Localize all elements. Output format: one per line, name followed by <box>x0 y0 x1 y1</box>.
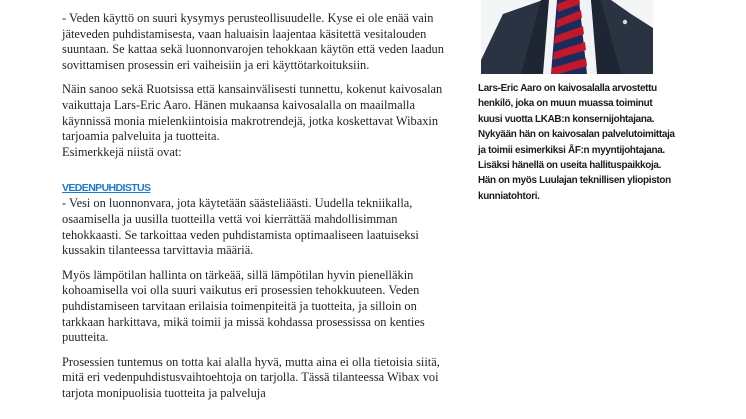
section-heading-vedenpuhdistus: VEDENPUHDISTUS <box>62 182 151 195</box>
portrait-illustration <box>481 0 653 74</box>
examples-line: Esimerkkejä niistä ovat: <box>62 144 182 159</box>
article-body <box>62 11 454 410</box>
second-paragraph: Näin sanoo sekä Ruotsissa että kansainvälisesti tunnettu, kokenut kaivosalan vaikuttaja Lars-Eric Aaro. Hänen mukaansa kaivosalalla on maailmalla käynnissä monia mielenkiintoisia makrotrendejä, jotka koskettavat Wibaxin tarjoamia palveluita ja tuotteita. <box>62 82 443 144</box>
water-paragraph-3: Prosessien tuntemus on totta kai alalla hyvä, mutta aina ei olla tietoisia siitä, mitä eri vedenpuhdistusvaihtoehtoja on tarjolla. Tässä tilanteessa Wibax voi tarjota monipuolisia tuotteita ja palveluja <box>62 354 440 400</box>
photo-caption: Lars-Eric Aaro on kaivosalalla arvostettu henkilö, joka on muun muassa toiminut kuusi vuotta LKAB:n konsernijohtajana. Nykyään hän on kaivosalan palvelutoimittaja ja toimii esimerkiksi ÅF:n myyntijohtajana. Lisäksi hänellä on useita hallituspaikkoja. Hän on myös Luulajan teknillisen yliopiston kunniatohtori. <box>478 83 675 202</box>
intro-paragraph: - Veden käyttö on suuri kysymys perusteollisuudelle. Kyse ei ole enää vain jäteveden puhdistamisesta, vaan haluaisin laajentaa käsitettä vesitalouden suuntaan. Se kattaa sekä luonnonvarojen tehokkaan käytön että veden laadun sovittamisen prosessin eri vaiheisiin ja eri käyttötarkoituksiin. <box>62 11 444 72</box>
water-paragraph-1: - Vesi on luonnonvara, jota käytetään säästeliäästi. Uudella tekniikalla, osaamisella ja uusilla tuotteilla vettä voi kierrättää mahdollisimman tehokkaasti. Se tarkoittaa veden puhdistamista optimaaliseen laatuiseksi kussakin tilanteessa tarvittavia määriä. <box>62 196 419 258</box>
portrait-photo <box>481 0 653 74</box>
lapel-pin-icon <box>623 20 627 24</box>
water-paragraph-2: Myös lämpötilan hallinta on tärkeää, sillä lämpötilan hyvin pienelläkin kohoamisella voi olla suuri vaikutus eri prosessien tehokkuuteen. Veden puhdistamiseen tarvitaan erilaisia toimenpiteitä ja tuotteita, ja silloin on tarkkaan harkittava, mikä toimii ja missä kohdassa prosessissa on kenties puutteita. <box>62 267 425 345</box>
